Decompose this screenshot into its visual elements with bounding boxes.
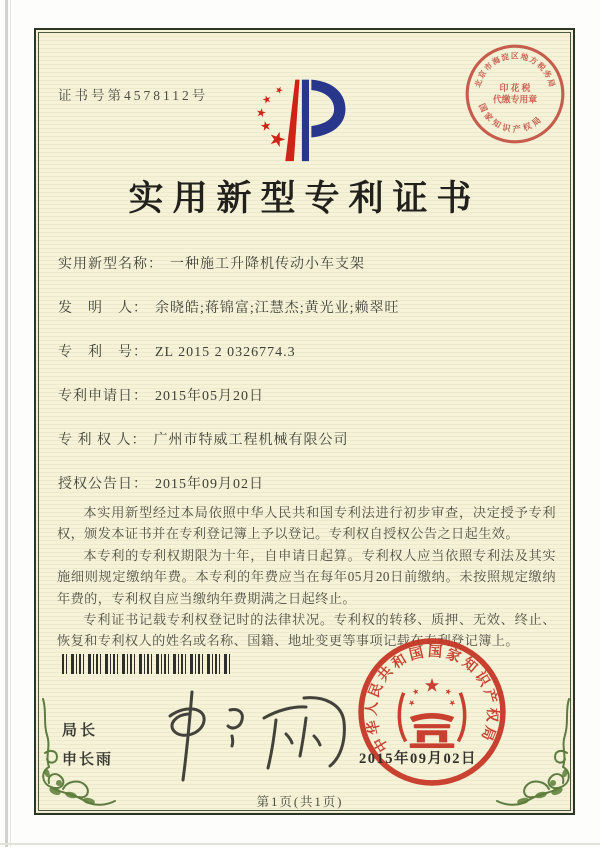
body-paragraph-3: 专利证书记载专利权登记时的法律状况。专利权的转移、质押、无效、终止、恢复和专利权人的姓名或名称、国籍、地址变更等事项记载在专利登记簿上。 bbox=[57, 612, 556, 649]
field-grant-publication-date bbox=[58, 473, 545, 495]
photo-edge bbox=[10, 0, 11, 847]
field-filing-date bbox=[58, 385, 545, 407]
field-value: 余晓皓;蒋锦富;江慧杰;黄光业;赖翠旺 bbox=[155, 301, 400, 316]
body-paragraph-1: 本实用新型经过本局依照中华人民共和国专利法进行初步审查，决定授予专利权，颁发本证书并在专利登记簿上予以登记。专利权自授权公告之日起生效。 bbox=[57, 505, 556, 542]
svg-text:国家知识产权局 bbox=[477, 102, 545, 134]
signer-name: 申长雨 bbox=[62, 752, 114, 768]
legal-body-text bbox=[57, 502, 556, 652]
field-label: 专 利 权 人： bbox=[58, 433, 147, 448]
field-patentee bbox=[58, 429, 545, 451]
signer-title: 局长 bbox=[62, 723, 99, 739]
body-paragraph-2: 本专利的专利权期限为十年，自申请日起算。专利权人应当依照专利法及其实施细则规定缴纳年费。本专利的年费应当在每年05月20日前缴纳。未按照规定缴纳年费的，专利权自应当缴纳年费期满之日起终止。 bbox=[57, 547, 556, 606]
certificate-title: 实用新型专利证书 bbox=[128, 179, 481, 218]
stamp-center-line1: 印 花 税 bbox=[499, 82, 531, 93]
field-label: 专 利 号： bbox=[58, 345, 148, 360]
stamp-arc-bottom-text: 国家知识产权局 bbox=[476, 102, 546, 135]
field-value: 2015年05月20日 bbox=[155, 389, 264, 404]
stamp-duty-round-stamp-icon bbox=[463, 42, 567, 146]
field-label: 授权公告日： bbox=[58, 477, 148, 492]
field-patent-number bbox=[58, 341, 545, 363]
field-label: 专利申请日： bbox=[58, 389, 148, 404]
cnipa-patent-logo-icon bbox=[233, 74, 367, 164]
field-value: 广州市特威工程机械有限公司 bbox=[153, 433, 349, 448]
stamp-center-line2: 代缴专用章 bbox=[492, 94, 538, 105]
field-value: 2015年09月02日 bbox=[155, 477, 264, 492]
field-value: ZL 2015 2 0326774.3 bbox=[155, 345, 296, 360]
barcode-icon bbox=[62, 654, 232, 674]
field-label: 实用新型名称： bbox=[58, 257, 163, 272]
field-inventors bbox=[58, 297, 545, 319]
field-value: 一种施工升降机传动小车支架 bbox=[170, 257, 365, 272]
stamp-arc-top-text: 北京市海淀区地方税务局 bbox=[473, 51, 557, 90]
photo-edge bbox=[5, 0, 8, 847]
signature-shen-changyu-icon bbox=[148, 684, 363, 794]
seal-date: 2015年09月02日 bbox=[359, 751, 477, 767]
seal-ring-text: 中华人民共和国国家知识产权局 bbox=[363, 643, 501, 755]
field-label: 发 明 人： bbox=[58, 301, 148, 316]
photo-edge bbox=[0, 843, 600, 845]
field-utility-model-name bbox=[58, 253, 545, 275]
certificate-number: 证书号第4578112号 bbox=[58, 88, 209, 103]
page-number-footer: 第1页(共1页) bbox=[256, 795, 344, 809]
certificate-fields bbox=[58, 253, 545, 517]
